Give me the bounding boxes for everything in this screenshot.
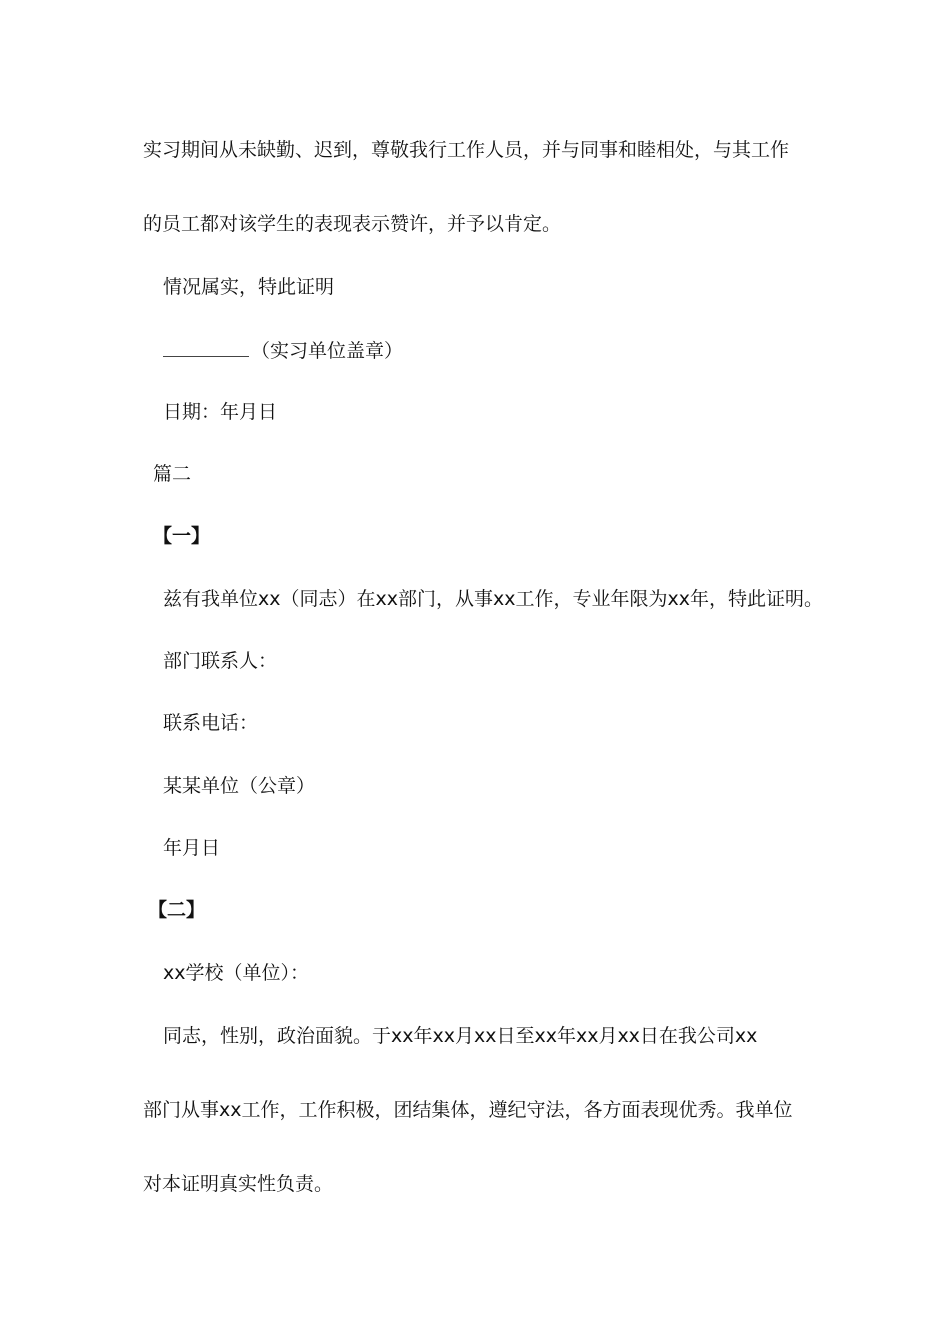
contact-phone: 联系电话： bbox=[163, 712, 259, 734]
seal-line bbox=[163, 338, 403, 363]
confirmation-text: 情况属实，特此证明 bbox=[163, 276, 335, 298]
seal-label: （实习单位盖章） bbox=[251, 340, 404, 362]
contact-person: 部门联系人： bbox=[163, 650, 278, 672]
unit-seal: 某某单位（公章） bbox=[163, 775, 316, 797]
part1-body: 兹有我单位xx（同志）在xx部门，从事xx工作，专业年限为xx年，特此证明。 bbox=[163, 588, 823, 610]
paragraph-line: 同志，性别，政治面貌。于xx年xx月xx日至xx年xx月xx日在我公司xx bbox=[163, 1025, 758, 1047]
date-line: 日期：年月日 bbox=[163, 401, 278, 423]
part1-heading: 【一】 bbox=[153, 525, 211, 547]
signature-blank bbox=[163, 338, 249, 357]
paragraph-line: 对本证明真实性负责。 bbox=[143, 1173, 334, 1195]
section-title: 篇二 bbox=[153, 463, 192, 485]
addressee: xx学校（单位）： bbox=[163, 962, 309, 984]
part2-heading: 【二】 bbox=[148, 899, 206, 921]
paragraph-line: 的员工都对该学生的表现表示赞许，并予以肯定。 bbox=[143, 213, 562, 235]
paragraph-line: 实习期间从未缺勤、迟到，尊敬我行工作人员，并与同事和睦相处，与其工作 bbox=[143, 139, 790, 161]
paragraph-line: 部门从事xx工作，工作积极，团结集体，遵纪守法，各方面表现优秀。我单位 bbox=[143, 1099, 793, 1121]
part1-date: 年月日 bbox=[163, 837, 221, 859]
